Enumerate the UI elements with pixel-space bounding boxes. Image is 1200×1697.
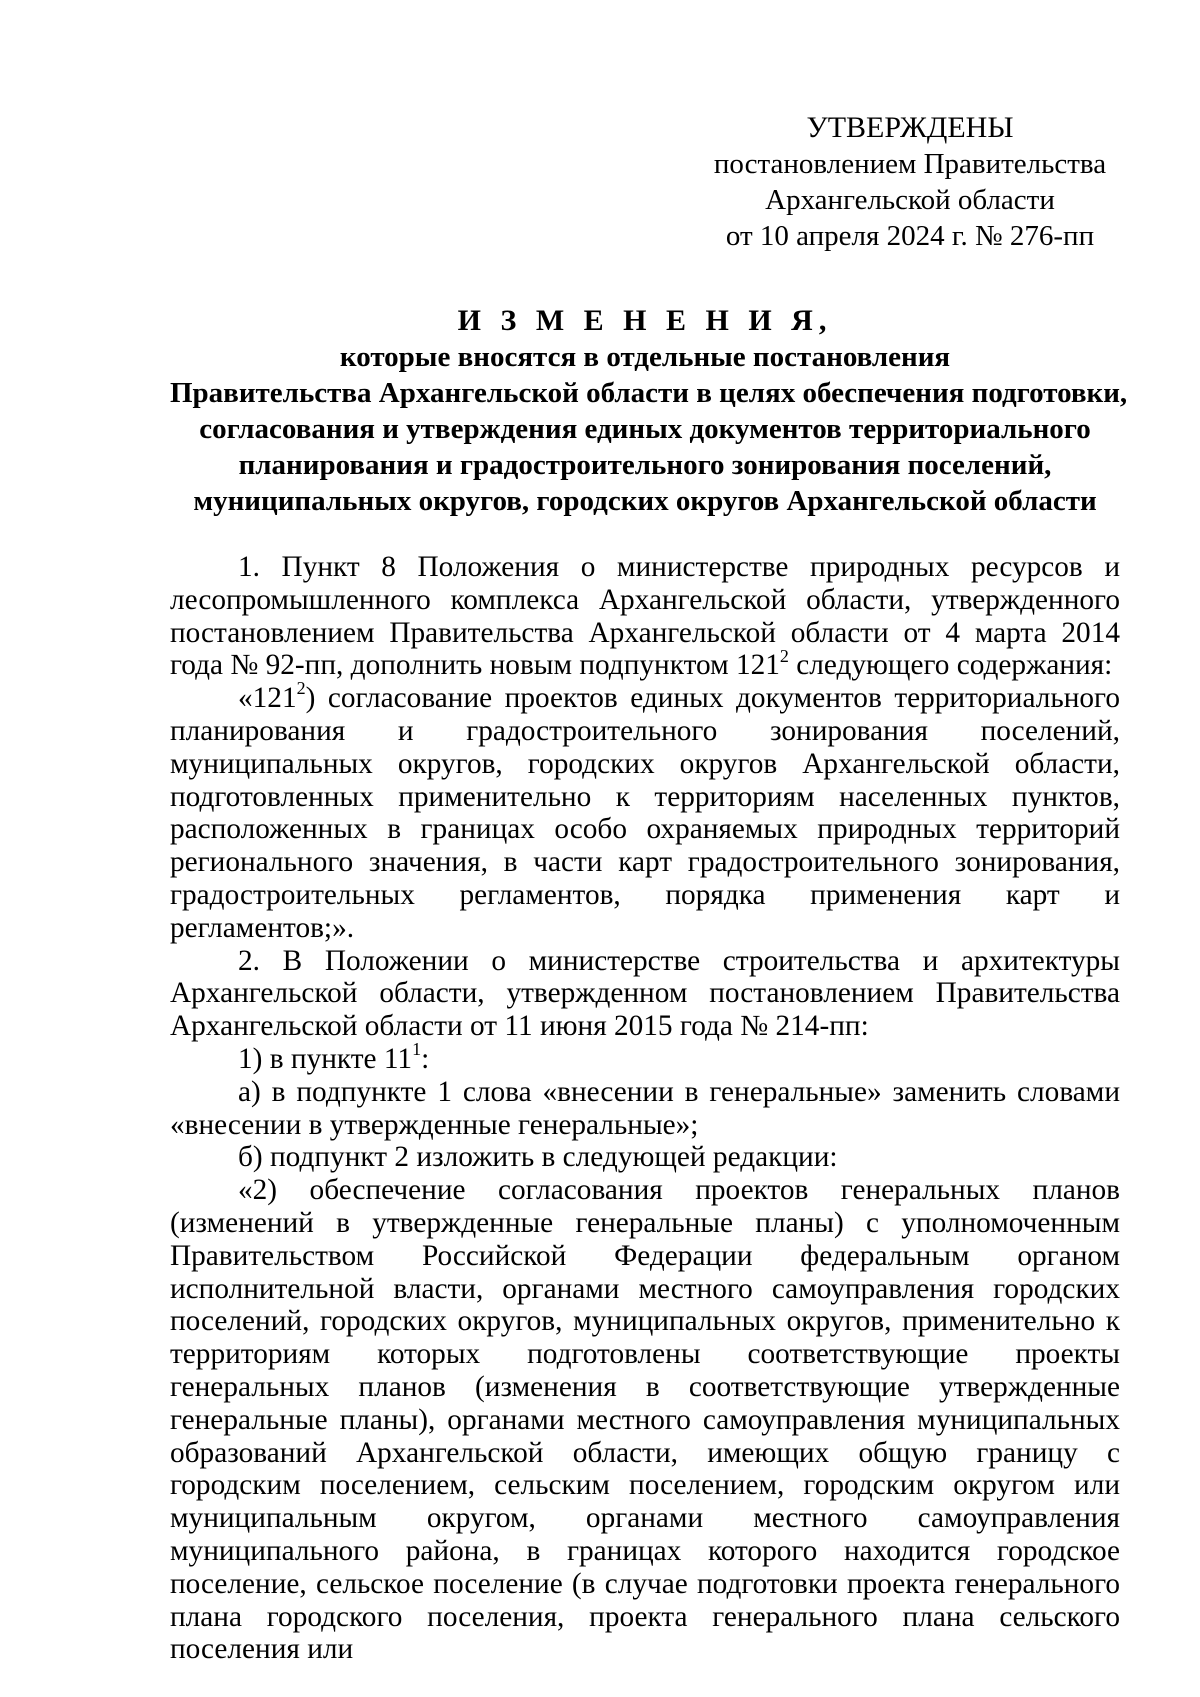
paragraph-text: «121 <box>238 682 297 715</box>
approval-issuer: постановлением Правительства <box>713 148 1107 180</box>
superscript: 1 <box>412 1039 422 1060</box>
paragraph-subitem-b: б) подпункт 2 изложить в следующей редакции: <box>238 1141 838 1174</box>
document-title <box>170 303 1128 519</box>
document-body <box>170 551 1120 1666</box>
paragraph-item-2: 2. В Положении о министерстве строительства и архитектуры Архангельской области, утвержденном постановлением Правительства Архангельской области от 11 июня 2015 года № 214-пп: <box>170 944 1120 1043</box>
approval-date-number: от 10 апреля 2024 г. № 276-пп <box>725 220 1095 252</box>
superscript: 2 <box>296 678 306 699</box>
paragraph-text: : <box>421 1042 430 1075</box>
title-line: планирования и градостроительного зонирования поселений, <box>238 449 1052 481</box>
approval-region: Архангельской области <box>765 184 1055 216</box>
approval-stamp <box>700 110 1120 254</box>
paragraph-text: 1) в пункте 11 <box>238 1042 413 1075</box>
paragraph-text: следующего содержания: <box>788 649 1113 682</box>
paragraph-subitem-a: а) в подпункте 1 слова «внесении в генеральные» заменить словами «внесении в утвержденные генеральные»; <box>170 1075 1120 1141</box>
paragraph-text: 1. Пункт 8 Положения о министерстве природных ресурсов и лесопромышленного комплекса Архангельской области, утвержденного постановлением Правительства Архангельской области от 4 марта 2014 года № 92-пп, дополнить новым подпунктом 121 <box>170 551 1120 682</box>
paragraph-quote-2: «2) обеспечение согласования проектов генеральных планов (изменений в утвержденные генеральные планы) с уполномоченным Правительством Российской Федерации федеральным органом исполнительной власти, органами местного самоуправления городских поселений, городских округов, муниципальных округов, применительно к территориям которых подготовлены соответствующие проекты генеральных планов (изменения в соответствующие утвержденные генеральные планы), органами местного самоуправления муниципальных образований Архангельской области, имеющих общую границу с городским поселением, сельским поселением, городским округом или муниципальным округом, органами местного самоуправления муниципального района, в границах которого находится городское поселение, сельское поселение (в случае подготовки проекта генерального плана городского поселения, проекта генерального плана сельского поселения или <box>170 1174 1120 1666</box>
title-line: которые вносятся в отдельные постановления <box>339 341 951 373</box>
paragraph-quote-121-2 <box>170 678 1120 944</box>
paragraph-subitem-1 <box>170 1039 1120 1076</box>
approval-label: УТВЕРЖДЕНЫ <box>806 111 1014 144</box>
paragraph-text: ) согласование проектов единых документов территориального планирования и градостроительного зонирования поселений, муниципальных округов, городских округов Архангельской области, подготовленных применительно к территориям населенных пунктов, расположенных в границах особо охраняемых природных территорий регионального значения, в части карт градостроительного зонирования, градостроительных регламентов, порядка применения карт и регламентов;». <box>170 682 1120 944</box>
title-heading: И З М Е Н Е Н И Я, <box>457 304 833 337</box>
title-line: муниципальных округов, городских округов Архангельской области <box>193 485 1097 517</box>
title-line: Правительства Архангельской области в целях обеспечения подготовки, <box>170 377 1128 409</box>
title-line: согласования и утверждения единых документов территориального <box>199 413 1091 445</box>
superscript: 2 <box>779 645 789 666</box>
paragraph-item-1 <box>170 551 1120 682</box>
